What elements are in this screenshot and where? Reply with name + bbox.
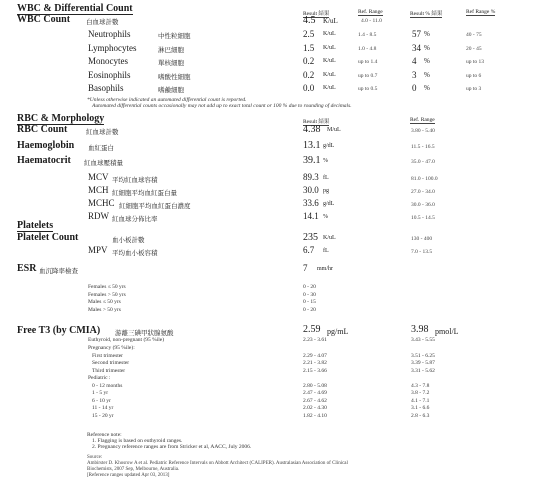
wbc-note-1: *Unless otherwise indicated an automated differential count is reported. bbox=[87, 97, 247, 103]
t3-row-label: Pediatric : bbox=[88, 375, 111, 381]
diff-unit: K/uL bbox=[323, 31, 336, 37]
diff-pct-range: up to 6 bbox=[466, 72, 482, 79]
diff-pct: 3 bbox=[412, 69, 417, 80]
diff-pct-range: up to 3 bbox=[466, 86, 482, 92]
t3-row-label: First trimester bbox=[92, 352, 124, 359]
diff-value: 0.2 bbox=[303, 69, 315, 80]
header-result: Result 結果 bbox=[303, 11, 330, 17]
platelets-section-title: Platelets bbox=[17, 220, 54, 231]
diff-pct-range: 40 - 75 bbox=[466, 32, 482, 38]
diff-pct: 0 bbox=[412, 83, 417, 93]
source-line-2: Biochemists, 2007 Sep, Melbourne, Australia. bbox=[87, 467, 180, 472]
rbc-name: MCV bbox=[88, 172, 109, 182]
diff-pct-unit: % bbox=[424, 57, 430, 65]
esr-unit: mm/hr bbox=[317, 266, 333, 272]
wbc-count-value: 4.5 bbox=[303, 15, 316, 26]
wbc-section-title: WBC & Differential Count bbox=[17, 3, 133, 14]
rbc-value: 39.1 bbox=[303, 155, 321, 166]
rbc-unit: fL bbox=[323, 175, 329, 181]
rbc-unit: g/dL bbox=[323, 201, 335, 207]
rbc-cjk: 紅血球分佈比率 bbox=[112, 215, 158, 223]
rbc-unit: g/dL bbox=[323, 143, 335, 149]
rbc-header-result: Result 結果 bbox=[303, 119, 330, 125]
t3-row-range-2: 3.8 - 7.2 bbox=[411, 390, 430, 396]
rbc-cjk: 血紅蛋白 bbox=[88, 144, 114, 152]
rbc-range: 30.0 - 36.0 bbox=[411, 202, 435, 208]
diff-name: Basophils bbox=[88, 83, 124, 93]
wbc-count-cjk: 白血球計數 bbox=[86, 18, 119, 26]
t3-row-range: 2.29 - 4.07 bbox=[303, 352, 327, 359]
t3-row-label: Pregnancy (95 %ile): bbox=[88, 345, 135, 351]
diff-pct-unit: % bbox=[424, 70, 430, 79]
platelet-name: Platelet Count bbox=[17, 232, 79, 243]
esr-group: Males ≤ 50 yrs bbox=[88, 299, 121, 305]
rbc-range: 10.5 - 14.5 bbox=[411, 215, 435, 221]
diff-unit: K/uL bbox=[323, 44, 336, 51]
t3-row-range-2: 3.1 - 6.6 bbox=[411, 405, 430, 411]
diff-pct-range: up to 13 bbox=[466, 59, 485, 65]
diff-name: Neutrophils bbox=[88, 29, 131, 39]
platelet-name: MPV bbox=[88, 245, 108, 255]
diff-range: up to 1.4 bbox=[358, 59, 378, 65]
diff-range: up to 0.7 bbox=[358, 72, 378, 79]
rbc-unit: M/uL bbox=[327, 127, 341, 133]
t3-row-range-2: 3.43 - 5.55 bbox=[411, 337, 435, 343]
diff-name: Eosinophils bbox=[88, 69, 131, 80]
rbc-value: 14.1 bbox=[303, 211, 319, 221]
rbc-cjk: 紅血球壓積量 bbox=[84, 159, 123, 167]
t3-row-range-2: 3.39 - 5.87 bbox=[411, 360, 435, 366]
rbc-unit: pg bbox=[323, 188, 329, 194]
wbc-count-label: WBC Count bbox=[17, 14, 71, 25]
rbc-value: 13.1 bbox=[303, 140, 321, 151]
diff-pct-unit: % bbox=[424, 84, 430, 92]
platelet-value: 6.7 bbox=[303, 245, 315, 255]
rbc-name: MCHC bbox=[88, 198, 115, 208]
t3-row-range-2: 4.1 - 7.1 bbox=[411, 397, 430, 404]
diff-cjk: 嗜酸性細胞 bbox=[158, 72, 191, 81]
wbc-count-unit: K/uL bbox=[323, 17, 338, 25]
rbc-range: 27.0 - 34.0 bbox=[411, 189, 435, 195]
header-ref-range-pct: Ref Range % bbox=[466, 9, 496, 15]
wbc-count-range: 4.0 - 11.0 bbox=[361, 18, 382, 24]
rbc-name: RDW bbox=[88, 211, 109, 221]
diff-name: Lymphocytes bbox=[88, 42, 137, 53]
t3-value: 2.59 bbox=[303, 324, 321, 335]
t3-ref-note-1: 1. Flagging is based on euthyroid ranges. bbox=[92, 438, 183, 444]
t3-row-range: 2.23 - 3.61 bbox=[303, 337, 327, 343]
source-title: Source: bbox=[87, 455, 103, 460]
t3-row-range: 1.82 - 4.10 bbox=[303, 412, 327, 419]
t3-row-label: Third trimester bbox=[92, 367, 126, 374]
esr-group: Males > 50 yrs bbox=[88, 306, 121, 313]
header-result-pct: Result % 結果 bbox=[410, 11, 443, 17]
rbc-name: MCH bbox=[88, 185, 109, 195]
rbc-value: 33.6 bbox=[303, 198, 319, 208]
esr-value: 7 bbox=[303, 263, 308, 273]
platelet-cjk: 平均血小板容積 bbox=[112, 249, 158, 257]
t3-value-2: 3.98 bbox=[411, 324, 429, 335]
t3-row-label: 0 - 12 months bbox=[92, 382, 123, 389]
t3-unit: pg/mL bbox=[327, 327, 349, 336]
t3-cjk: 游離三碘甲狀腺氨酸 bbox=[115, 329, 174, 337]
diff-pct: 57 bbox=[412, 29, 421, 39]
t3-ref-note-title: Reference note: bbox=[87, 432, 122, 438]
t3-unit-2: pmol/L bbox=[435, 327, 459, 336]
esr-cjk: 血沉降率檢查 bbox=[39, 267, 78, 275]
t3-row-range: 2.02 - 4.30 bbox=[303, 405, 327, 411]
source-line-3: [Reference ranges updated Apr 03, 2013] bbox=[87, 473, 170, 478]
diff-cjk: 嗜鹼細胞 bbox=[158, 86, 184, 94]
header-ref-range: Ref. Range bbox=[358, 9, 383, 15]
diff-cjk: 淋巴細胞 bbox=[158, 45, 184, 54]
diff-pct: 4 bbox=[412, 56, 417, 66]
rbc-value: 89.3 bbox=[303, 172, 319, 182]
esr-group-range: 0 - 15 bbox=[303, 299, 316, 305]
esr-group: Females ≤ 50 yrs bbox=[88, 284, 126, 290]
rbc-range: 35.0 - 47.0 bbox=[411, 159, 435, 165]
esr-group-range: 0 - 20 bbox=[303, 306, 316, 313]
rbc-cjk: 紅細胞平均血紅蛋白量 bbox=[112, 189, 177, 197]
t3-row-range-2: 3.51 - 6.25 bbox=[411, 352, 435, 359]
rbc-range: 3.80 - 5.40 bbox=[411, 128, 435, 134]
rbc-name: RBC Count bbox=[17, 124, 68, 135]
rbc-range: 11.5 - 16.5 bbox=[411, 144, 435, 150]
source-line-1: Ambirster D. Khosrow A et al. Pediatric Reference Intervals on Abbott Architect (CALIPER). Australasian Association of Clinical bbox=[87, 461, 348, 466]
t3-row-range: 2.67 - 4.62 bbox=[303, 397, 327, 404]
rbc-range: 81.0 - 100.0 bbox=[411, 176, 438, 182]
t3-row-label: Euthyroid, non-pregnant (95 %ile) bbox=[88, 337, 165, 343]
t3-label: Free T3 (by CMIA) bbox=[17, 325, 101, 336]
diff-pct: 34 bbox=[412, 42, 421, 53]
diff-pct-range: 20 - 45 bbox=[466, 45, 482, 52]
t3-row-label: 1 - 5 yr bbox=[92, 390, 109, 396]
t3-row-range: 2.21 - 3.82 bbox=[303, 360, 327, 366]
diff-cjk: 單核細胞 bbox=[158, 59, 184, 67]
diff-value: 2.5 bbox=[303, 29, 315, 39]
rbc-value: 4.38 bbox=[303, 124, 321, 135]
diff-range: 1.4 - 8.5 bbox=[358, 32, 377, 38]
t3-row-label: Second trimester bbox=[92, 360, 130, 366]
platelet-range: 130 - 400 bbox=[411, 236, 433, 242]
esr-group-range: 0 - 30 bbox=[303, 291, 316, 298]
rbc-unit: % bbox=[323, 214, 328, 220]
rbc-name: Haemoglobin bbox=[17, 140, 75, 151]
rbc-header-ref-range: Ref. Range bbox=[410, 117, 435, 123]
t3-row-range-2: 4.3 - 7.8 bbox=[411, 382, 430, 389]
rbc-section-title: RBC & Morphology bbox=[17, 113, 105, 124]
diff-cjk: 中性粒細胞 bbox=[158, 32, 191, 40]
platelet-value: 235 bbox=[303, 232, 318, 243]
rbc-cjk: 平均紅血球容積 bbox=[112, 176, 158, 184]
diff-name: Monocytes bbox=[88, 56, 128, 66]
rbc-cjk: 紅血球計數 bbox=[86, 128, 119, 136]
rbc-name: Haematocrit bbox=[17, 155, 71, 166]
t3-row-range: 2.15 - 3.66 bbox=[303, 367, 327, 374]
diff-range: 1.0 - 4.8 bbox=[358, 45, 377, 52]
diff-unit: K/uL bbox=[323, 58, 336, 64]
esr-group: Females > 50 yrs bbox=[88, 291, 126, 298]
t3-ref-note-2: 2. Pregnancy reference ranges are from Stricker et al, AACC, July 2006. bbox=[92, 444, 252, 450]
diff-range: up to 0.5 bbox=[358, 86, 378, 92]
t3-row-label: 15 - 20 yr bbox=[92, 412, 114, 419]
diff-value: 0.0 bbox=[303, 83, 315, 93]
t3-row-range: 2.47 - 4.69 bbox=[303, 390, 327, 396]
platelet-unit: fL bbox=[323, 248, 329, 254]
diff-value: 1.5 bbox=[303, 42, 315, 53]
diff-pct-unit: % bbox=[424, 30, 430, 38]
esr-label: ESR bbox=[17, 263, 37, 274]
diff-unit: K/uL bbox=[323, 85, 336, 91]
esr-group-range: 0 - 20 bbox=[303, 284, 316, 290]
diff-pct-unit: % bbox=[424, 43, 430, 52]
t3-row-range-2: 3.31 - 5.62 bbox=[411, 367, 435, 374]
wbc-note-2: Automated differential counts occasionally may not add up to exact total count or 100 % due to rounding of decimals. bbox=[92, 103, 352, 109]
rbc-cjk: 紅細胞平均血紅蛋白濃度 bbox=[119, 202, 191, 210]
rbc-value: 30.0 bbox=[303, 185, 319, 195]
platelet-range: 7.0 - 13.5 bbox=[411, 249, 433, 255]
diff-value: 0.2 bbox=[303, 56, 315, 66]
t3-row-range: 2.80 - 5.08 bbox=[303, 382, 327, 389]
diff-unit: K/uL bbox=[323, 71, 336, 78]
platelet-unit: K/uL bbox=[323, 235, 336, 241]
t3-row-label: 6 - 10 yr bbox=[92, 397, 111, 404]
t3-row-label: 11 - 14 yr bbox=[92, 405, 114, 411]
rbc-unit: % bbox=[323, 158, 328, 164]
t3-row-range-2: 2.8 - 6.3 bbox=[411, 412, 430, 419]
platelet-cjk: 血小板計數 bbox=[112, 236, 145, 244]
